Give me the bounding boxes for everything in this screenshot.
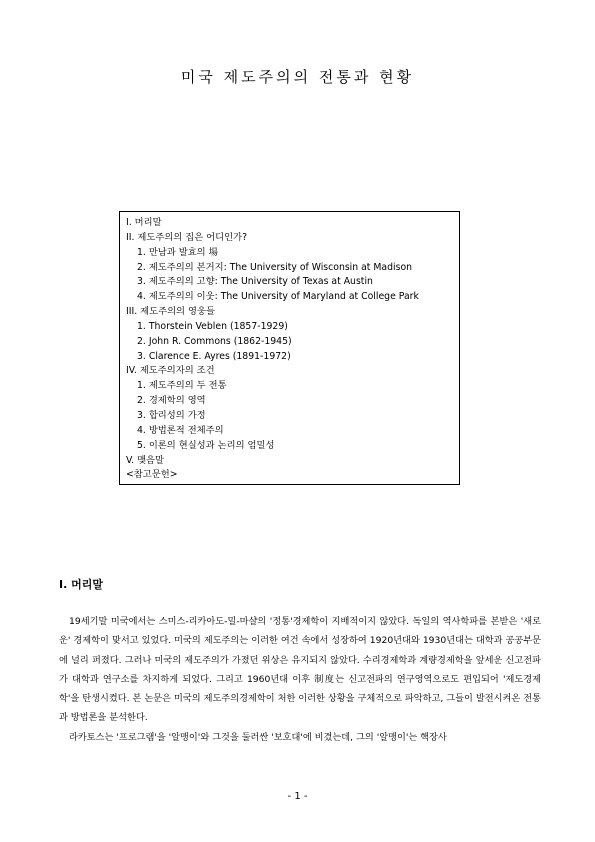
toc-subentry: 2. 경제학의 영역 bbox=[137, 395, 206, 407]
toc-subentry: 1. 제도주의의 두 전통 bbox=[137, 380, 227, 392]
toc-entry: III. 제도주의의 영웅들 bbox=[126, 306, 215, 318]
toc-subentry: 4. 방법론적 전체주의 bbox=[137, 424, 224, 436]
toc-entry: I. 머리말 bbox=[126, 217, 162, 228]
toc-subentry: 4. 제도주의의 이웃: The University of Maryland at College Park bbox=[137, 291, 419, 303]
paragraph: 라카토스는 '프로그램'을 '알맹이'와 그것을 둘러싼 '보호대'에 비겼는데, 그의 '알맹이'는 핵장사 bbox=[69, 731, 447, 743]
toc-subentry: 3. Clarence E. Ayres (1891-1972) bbox=[137, 350, 291, 362]
toc-subentry: 3. 제도주의의 고향: The University of Texas at Austin bbox=[137, 276, 373, 288]
page-number: - 1 - bbox=[287, 791, 308, 802]
toc-subentry: 3. 합리성의 가정 bbox=[137, 409, 206, 421]
toc-subentry: 5. 이론의 현실성과 논리의 엄밀성 bbox=[137, 439, 275, 451]
toc-entry: II. 제도주의의 집은 어디인가? bbox=[126, 231, 248, 243]
body-text bbox=[59, 612, 541, 747]
toc-subentry: 2. John R. Commons (1862-1945) bbox=[137, 335, 292, 347]
toc-entry: V. 맺음말 bbox=[126, 454, 165, 466]
toc-subentry: 1. Thorstein Veblen (1857-1929) bbox=[137, 320, 288, 332]
toc-entry: <참고문헌> bbox=[126, 469, 178, 481]
paragraph: 19세기말 미국에서는 스미스-리카아도-밀-마샬의 '정통'경제학이 지배적이지 않았다. 독일의 역사학파를 본받은 '새로운' 경제학이 맞서고 있었다. 미국의 제도주의는 이러한 여건 속에서 성장하여 1920년대와 1930년대는 대학과 공공부문에 널리 퍼졌다. 그러나 미국의 제도주의가 가졌던 위상은 유지되지 않았다. 수리경제학과 계량경제학을 앞세운 신고전파가 대학과 연구소를 차지하게 되었다. 그리고 1960년대 이후 制度는 신고전파의 연구영역으로도 편입되어 '제도경제학'을 탄생시켰다. 본 논문은 미국의 제도주의경제학이 처한 이러한 상황을 구체적으로 파악하고, 그들이 발전시켜온 전통과 방법론을 분석한다. bbox=[59, 616, 541, 724]
section-heading: I. 머리말 bbox=[59, 578, 103, 591]
document-title: 미국 제도주의의 전통과 현황 bbox=[180, 68, 415, 86]
toc-entry: IV. 제도주의자의 조건 bbox=[126, 365, 215, 377]
toc-subentry: 1. 만남과 발효의 場 bbox=[137, 246, 218, 258]
toc-subentry: 2. 제도주의의 본거지: The University of Wisconsin at Madison bbox=[137, 261, 413, 273]
table-of-contents bbox=[119, 211, 460, 485]
